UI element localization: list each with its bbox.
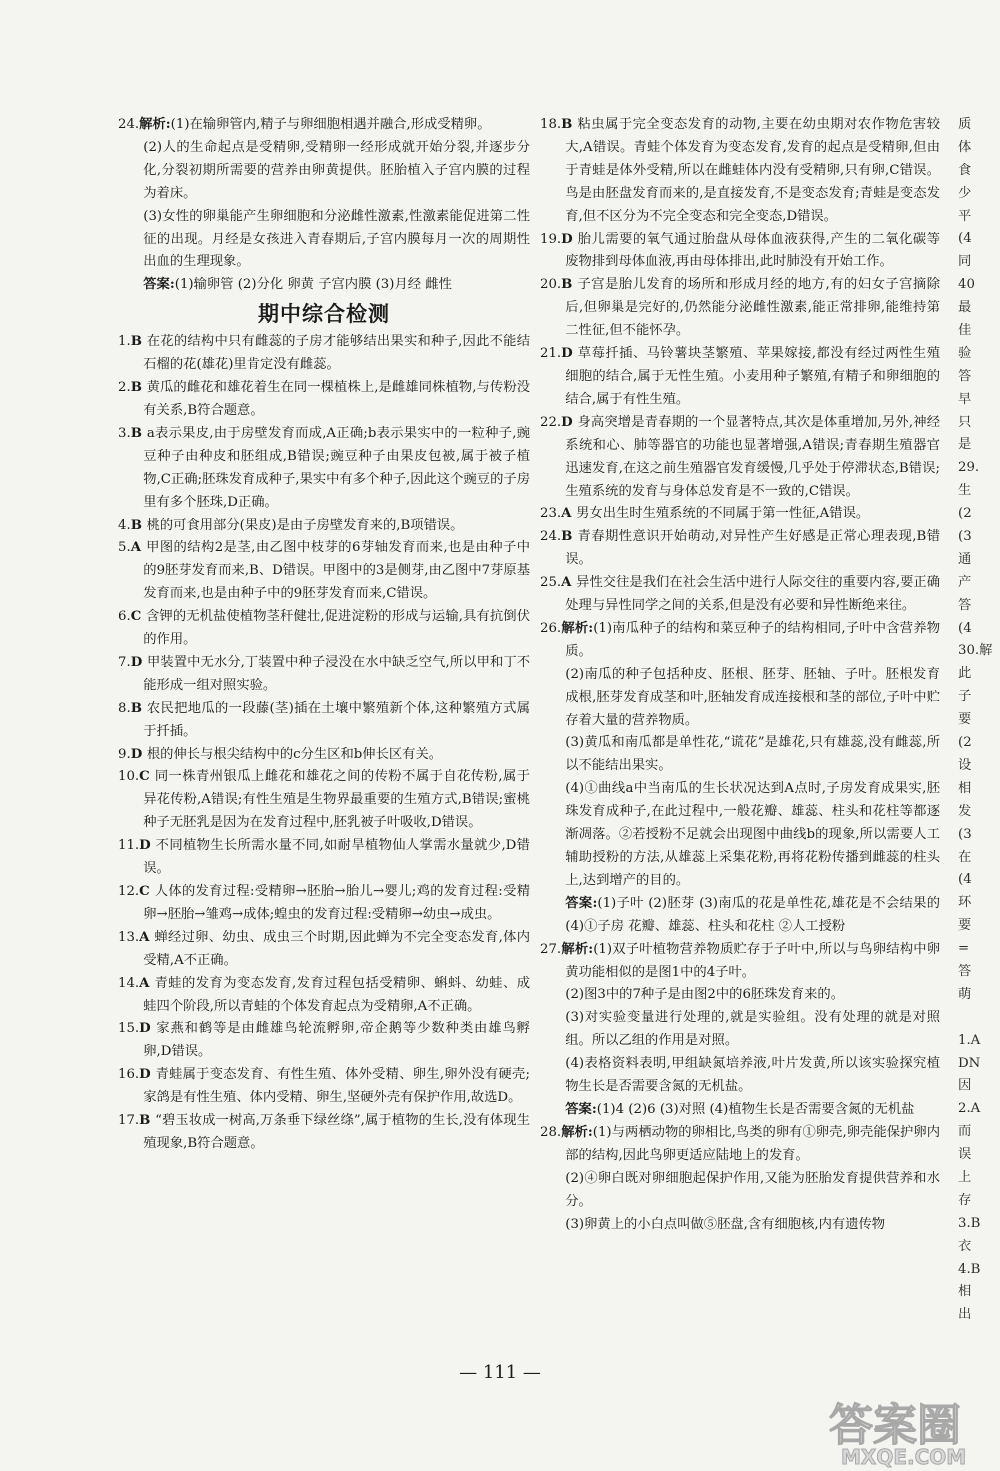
choice-explanation: “碧玉妆成一树高,万条垂下绿丝绦”,属于植物的生长,没有体现生殖现象,B符合题意。 bbox=[143, 1113, 530, 1151]
question-number: 8. bbox=[118, 700, 131, 716]
cropped-text-fragment: 2.A bbox=[958, 1101, 981, 1117]
cropped-text-fragment: 只 bbox=[958, 414, 972, 430]
mc-item bbox=[118, 744, 530, 767]
multiple-choice-continued bbox=[540, 114, 940, 618]
answer-text: (1)4 (2)6 (3)对照 (4)植物生长是否需要含氮的无机盐 bbox=[596, 1101, 915, 1117]
section-title: 期中综合检测 bbox=[258, 302, 390, 327]
cropped-text-fragment: 少 bbox=[958, 185, 972, 201]
question-number: 20. bbox=[540, 277, 562, 293]
big-question-analysis-subpart: (3)黄瓜和南瓜都是单性花,“谎花”是雄花,只有雄蕊,没有雌蕊,所以不能结出果实。 bbox=[565, 735, 940, 774]
question-number: 10. bbox=[118, 769, 140, 785]
cropped-text-fragment: 因 bbox=[958, 1078, 972, 1094]
big-question-answer-line bbox=[540, 1099, 940, 1122]
analysis-answer-list bbox=[540, 618, 940, 1236]
mc-item bbox=[118, 652, 530, 698]
cropped-text-fragment: 最 bbox=[958, 300, 972, 316]
mc-item bbox=[118, 606, 530, 652]
q24-analysis-subpart: (2)人的生命起点是受精卵,受精卵一经形成就开始分裂,并逐步分化,分裂初期所需要的营养由卵黄提供。胚胎植入子宫内膜的过程为着床。 bbox=[143, 139, 530, 201]
cropped-text-fragment: 子 bbox=[958, 689, 972, 705]
cropped-text-fragment: (3 bbox=[958, 529, 972, 545]
cropped-text-fragment: 在 bbox=[958, 849, 972, 865]
mc-item bbox=[540, 343, 940, 412]
big-question-analysis-subpart: (4)①曲线a中当南瓜的生长状况达到A点时,子房发育成果实,胚珠发育成种子,在此过程中,一般花瓣、雄蕊、柱头和花柱等都逐渐凋落。②若授粉不足就会出现图中曲线b的现象,所以需要人工辅助授粉的方法,从雄蕊上采集花粉,再将花粉传播到雌蕊的柱头上,达到增产的目的。 bbox=[565, 781, 940, 888]
choice-answer: B bbox=[130, 517, 147, 533]
choice-answer: C bbox=[130, 609, 147, 625]
cropped-text-fragment: 同 bbox=[958, 254, 972, 270]
choice-answer: B bbox=[561, 277, 578, 293]
big-question-analysis-subpart: (3)对实验变量进行处理的,就是实验组。没有处理的就是对照组。所以乙组的作用是对照。 bbox=[565, 1010, 940, 1049]
cropped-text-fragment: 通 bbox=[958, 551, 972, 567]
choice-answer: D bbox=[130, 746, 147, 762]
mc-item bbox=[118, 881, 530, 927]
choice-explanation: 不同植物生长所需水量不同,如耐旱植物仙人掌需水量就少,D错误。 bbox=[143, 838, 530, 877]
q24-answer-line bbox=[118, 274, 530, 297]
cropped-text-fragment: 答 bbox=[958, 368, 972, 384]
choice-explanation: 青蛙属于变态发育、有性生殖、体外受精、卵生,卵外没有硬壳;家鸽是有性生殖、体内受精、卵生,坚硬外壳有保护作用,故选D。 bbox=[143, 1067, 530, 1106]
choice-explanation: 家燕和鹤等是由雌雄鸟轮流孵卵,帝企鹅等少数种类由雄鸟孵卵,D错误。 bbox=[143, 1021, 530, 1060]
choice-answer: D bbox=[139, 1021, 157, 1037]
watermark-main-text: 答案圈 bbox=[829, 1400, 961, 1451]
analysis-text: (1)与两栖动物的卵相比,鸟类的卵有①卵壳,卵壳能保护卵内部的结构,因此鸟卵更适应陆地上的发育。 bbox=[565, 1124, 940, 1163]
q24-analysis-item bbox=[118, 114, 530, 137]
choice-explanation: 男女出生时生殖系统的不同属于第一性征,A错误。 bbox=[576, 506, 870, 522]
cropped-text-fragment: 1.A bbox=[958, 1032, 981, 1048]
choice-answer: D bbox=[561, 231, 578, 247]
choice-explanation: 草莓扦插、马铃薯块茎繁殖、苹果嫁接,都没有经过两性生殖细胞的结合,属于无性生殖。小麦用种子繁殖,有精子和卵细胞的结合,属于有性生殖。 bbox=[565, 346, 940, 407]
choice-answer: B bbox=[130, 380, 147, 396]
question-number: 19. bbox=[540, 231, 562, 247]
mc-item bbox=[118, 1018, 530, 1064]
mc-item bbox=[540, 229, 940, 275]
cropped-text-fragment: 答 bbox=[958, 963, 972, 979]
cropped-text-fragment: 生 bbox=[958, 483, 972, 499]
analysis-text: (1)在输卵管内,精子与卵细胞相遇并融合,形成受精卵。 bbox=[170, 117, 491, 132]
question-number: 26. bbox=[540, 620, 562, 636]
question-number: 22. bbox=[540, 414, 562, 430]
question-number: 9. bbox=[118, 746, 131, 762]
choice-answer: B bbox=[130, 334, 147, 350]
choice-answer: D bbox=[139, 1067, 156, 1083]
analysis-label: 解析: bbox=[139, 117, 171, 132]
question-number: 28. bbox=[540, 1124, 562, 1140]
cropped-text-fragment: 发 bbox=[958, 803, 972, 819]
mc-item bbox=[118, 1064, 530, 1110]
cropped-text-fragment: 食 bbox=[958, 162, 972, 178]
analysis-text: (1)双子叶植物营养物质贮存于子叶中,所以与鸟卵结构中卵黄功能相似的是图1中的4子叶。 bbox=[565, 941, 940, 980]
cropped-text-fragment: 出 bbox=[958, 1307, 972, 1323]
big-question-analysis-subpart: (3)卵黄上的小白点叫做⑤胚盘,含有细胞核,内有遗传物 bbox=[565, 1216, 886, 1232]
mc-item bbox=[540, 503, 940, 526]
question-number: 4. bbox=[118, 517, 131, 533]
choice-answer: B bbox=[561, 117, 578, 132]
choice-answer: A bbox=[139, 975, 155, 991]
left-column bbox=[118, 114, 530, 1156]
question-number: 2. bbox=[118, 380, 131, 396]
q24-answer-block bbox=[118, 114, 530, 297]
mc-item bbox=[118, 973, 530, 1019]
choice-explanation: 粘虫属于完全变态发育的动物,主要在幼虫期对农作物危害较大,A错误。青蛙个体发育为变态发育,发育的起点是受精卵,但由于青蛙是体外受精,所以在雌蛙体内没有受精卵,只有卵,C错误。鸟是由胚盘发育而来的,是直接发育,不是变态发育;青蛙是变态发育,但不区分为不完全变态和完全变态,D错误。 bbox=[565, 117, 940, 224]
choice-answer: B bbox=[130, 700, 147, 716]
cropped-text-fragment: (4 bbox=[958, 231, 972, 247]
big-question-analysis-subpart: (4)表格资料表明,甲组缺氮培养液,叶片发黄,所以该实验探究植物生长是否需要含氮的无机盐。 bbox=[565, 1056, 940, 1095]
question-number: 18. bbox=[540, 117, 562, 132]
choice-answer: A bbox=[561, 575, 577, 591]
cropped-text-fragment: 30.解 bbox=[958, 643, 993, 659]
choice-answer: B bbox=[139, 1113, 156, 1129]
question-number: 23. bbox=[540, 506, 562, 522]
mc-item bbox=[540, 114, 940, 229]
big-question-analysis-item bbox=[540, 1122, 940, 1168]
cropped-text-fragment bbox=[958, 1007, 1000, 1030]
choice-answer: D bbox=[561, 414, 578, 430]
question-number: 5. bbox=[118, 540, 131, 556]
midterm-multiple-choice-list bbox=[118, 331, 530, 1156]
answer-label: 答案: bbox=[143, 277, 175, 293]
analysis-text: (1)南瓜种子的结构和菜豆种子的结构相同,子叶中含营养物质。 bbox=[565, 620, 940, 659]
choice-explanation: 人体的发育过程:受精卵→胚胎→胎儿→婴儿;鸡的发育过程:受精卵→胚胎→雏鸡→成体;蝗虫的发育过程:受精卵→幼虫→成虫。 bbox=[143, 884, 530, 922]
big-question-analysis-item bbox=[540, 618, 940, 664]
cropped-text-fragment: 相 bbox=[958, 780, 972, 796]
choice-explanation: 子宫是胎儿发育的场所和形成月经的地方,有的妇女子宫摘除后,但卵巢是完好的,仍然能分泌雌性激素,能正常排卵,能维持第二性征,但不能怀孕。 bbox=[565, 277, 940, 339]
cropped-text-fragment: 体 bbox=[958, 139, 972, 155]
question-number: 7. bbox=[118, 654, 131, 670]
choice-answer: B bbox=[561, 529, 578, 545]
cropped-text-fragment: (4 bbox=[958, 872, 972, 888]
answer-text: (1)输卵管 (2)分化 卵黄 子宫内膜 (3)月经 雌性 bbox=[174, 277, 452, 293]
answer-label: 答案: bbox=[565, 1101, 597, 1117]
choice-answer: B bbox=[130, 425, 147, 441]
choice-explanation: 青春期性意识开始萌动,对异性产生好感是正常心理表现,B错误。 bbox=[565, 529, 940, 568]
choice-answer: C bbox=[139, 884, 155, 899]
choice-explanation: 桃的可食用部分(果皮)是由子房壁发育来的,B项错误。 bbox=[146, 517, 464, 533]
choice-explanation: 黄瓜的雌花和雄花着生在同一棵植株上,是雌雄同株植物,与传粉没有关系,B符合题意。 bbox=[143, 380, 531, 418]
choice-explanation: 胎儿需要的氧气通过胎盘从母体血液获得,产生的二氧化碳等废物排到母体血液,再由母体排出,此时肺没有开始工作。 bbox=[565, 231, 940, 270]
right-column-cropped bbox=[958, 114, 1000, 1327]
choice-explanation: 农民把地瓜的一段藤(茎)插在土壤中繁殖新个体,这种繁殖方式属于扦插。 bbox=[143, 700, 530, 739]
mc-item bbox=[118, 423, 530, 515]
cropped-text-fragment: 验 bbox=[958, 345, 972, 361]
choice-answer: D bbox=[130, 654, 147, 670]
cropped-text-fragment: (2 bbox=[958, 506, 972, 522]
watermark-url-text: MXQE.COM bbox=[841, 1445, 967, 1468]
big-question-analysis-item bbox=[540, 939, 940, 985]
question-number: 16. bbox=[118, 1067, 140, 1083]
cropped-text-fragment: 要 bbox=[958, 918, 972, 934]
cropped-text-fragment: 是 bbox=[958, 437, 972, 453]
cropped-text-fragment: = bbox=[958, 941, 970, 957]
choice-answer: A bbox=[561, 506, 577, 522]
cropped-text-fragment: 设 bbox=[958, 757, 972, 773]
choice-explanation: 在花的结构中只有雌蕊的子房才能够结出果实和种子,因此不能结石榴的花(雄花)里肯定没有雌蕊。 bbox=[143, 334, 530, 373]
choice-answer: A bbox=[130, 540, 147, 556]
cropped-text-fragment: 40 bbox=[958, 277, 975, 293]
mc-item bbox=[118, 698, 530, 744]
question-number: 24. bbox=[118, 117, 140, 132]
question-number: 11. bbox=[118, 838, 140, 854]
mc-item bbox=[540, 572, 940, 618]
choice-answer: D bbox=[139, 838, 156, 854]
big-question-analysis-subpart: (2)④卵白既对卵细胞起保护作用,又能为胚胎发育提供营养和水分。 bbox=[565, 1170, 940, 1209]
q24-analysis-subpart: (3)女性的卵巢能产生卵细胞和分泌雌性激素,性激素能促进第二性征的出现。月经是女孩进入青春期后,子宫内膜每月一次的周期性出血的生理现象。 bbox=[143, 208, 530, 270]
cropped-text-fragment: 此 bbox=[958, 666, 972, 682]
cropped-text-fragment: (3 bbox=[958, 826, 972, 842]
choice-answer: C bbox=[139, 769, 155, 785]
mc-item bbox=[118, 1110, 530, 1156]
big-question-answer-line bbox=[540, 893, 940, 939]
cropped-text-fragment: 产 bbox=[958, 574, 972, 590]
choice-explanation: 异性交往是我们在社会生活中进行人际交往的重要内容,要正确处理与异性同学之间的关系,但是没有必要和异性断绝来往。 bbox=[565, 575, 940, 614]
cropped-text-fragment: 上 bbox=[958, 1169, 972, 1185]
page-number: — 111 — bbox=[459, 1362, 541, 1383]
choice-explanation: 根的伸长与根尖结构中的c分生区和b伸长区有关。 bbox=[146, 746, 443, 762]
cropped-text-fragment: 4.B bbox=[958, 1261, 981, 1277]
mc-item bbox=[540, 412, 940, 504]
cropped-text-fragment: 相 bbox=[958, 1284, 972, 1300]
answer-text: (1)子叶 (2)胚芽 (3)南瓜的花是单性花,雄花是不会结果的 (4)①子房 花瓣、雄蕊、柱头和花柱 ②人工授粉 bbox=[565, 895, 940, 934]
mc-item bbox=[118, 835, 530, 881]
cropped-text-fragment: 早 bbox=[958, 391, 972, 407]
big-question-analysis-subpart: (2)图3中的7种子是由图2中的6胚珠发育来的。 bbox=[565, 987, 844, 1003]
question-number: 17. bbox=[118, 1113, 140, 1129]
choice-answer: A bbox=[139, 929, 155, 945]
choice-explanation: a表示果皮,由于房壁发育而成,A正确;b表示果实中的一粒种子,豌豆种子由种皮和胚组成,B错误;豌豆种子由果皮包被,属于被子植物,C正确;胚珠发育成种子,果实中有多个种子,因此这个豌豆的子房里有多个胚珠,D正确。 bbox=[143, 425, 531, 510]
cropped-text-fragment: 衣 bbox=[958, 1238, 972, 1254]
choice-explanation: 甲装置中无水分,丁装置中种子浸没在水中缺乏空气,所以甲和丁不能形成一组对照实验。 bbox=[143, 654, 530, 693]
cropped-text-fragment: 3.B bbox=[958, 1215, 981, 1231]
cropped-text-fragment: 29. bbox=[958, 460, 980, 476]
cropped-text-fragment: 萌 bbox=[958, 986, 972, 1002]
question-number: 13. bbox=[118, 929, 140, 945]
cropped-text-fragment: 要 bbox=[958, 712, 972, 728]
question-number: 25. bbox=[540, 575, 562, 591]
cropped-text-fragment: 答 bbox=[958, 597, 972, 613]
question-number: 12. bbox=[118, 884, 140, 899]
question-number: 21. bbox=[540, 346, 562, 362]
mc-item bbox=[118, 515, 530, 538]
question-number: 6. bbox=[118, 609, 131, 625]
middle-column bbox=[540, 114, 940, 1236]
big-question-analysis-subpart: (2)南瓜的种子包括种皮、胚根、胚芽、胚轴、子叶。胚根发育成根,胚芽发育成茎和叶,胚轴发育成连接根和茎的部位,子叶中贮存着大量的营养物质。 bbox=[565, 666, 940, 728]
cropped-text-fragment: (4 bbox=[958, 620, 972, 636]
cropped-text-fragment: 误 bbox=[958, 1147, 972, 1163]
question-number: 24. bbox=[540, 529, 562, 545]
cropped-text-fragment: (2 bbox=[958, 735, 972, 751]
mc-item bbox=[118, 927, 530, 973]
cropped-text-fragment: 平 bbox=[958, 208, 972, 224]
mc-item bbox=[118, 377, 530, 423]
cropped-text-fragment: 质 bbox=[958, 117, 972, 132]
analysis-label: 解析: bbox=[561, 620, 594, 636]
choice-explanation: 身高突增是青春期的一个显著特点,其次是体重增加,另外,神经系统和心、肺等器官的功能也显著增强,A错误;青春期生殖器官迅速发育,在这之前生殖器官发育缓慢,几乎处于停滞状态,B错误;生殖系统的发育与身体总发育是不一致的,C错误。 bbox=[565, 414, 940, 499]
cropped-text-fragment: 环 bbox=[958, 895, 972, 911]
choice-answer: D bbox=[561, 346, 578, 362]
choice-explanation: 甲图的结构2是茎,由乙图中枝芽的6芽轴发育而来,也是由种子中的9胚芽发育而来,B、D错误。甲图中的3是侧芽,由乙图中7芽原基发育而来,也是由种子中的9胚芽发育而来,C错误。 bbox=[143, 540, 530, 602]
cropped-text-fragment: 存 bbox=[958, 1192, 972, 1208]
watermark-logo bbox=[825, 1390, 1000, 1468]
analysis-label: 解析: bbox=[561, 1124, 593, 1140]
question-number: 3. bbox=[118, 425, 131, 441]
choice-explanation: 蝉经过卵、幼虫、成虫三个时期,因此蝉为不完全变态发育,体内受精,A不正确。 bbox=[143, 929, 531, 968]
question-number: 1. bbox=[118, 334, 131, 350]
question-number: 14. bbox=[118, 975, 140, 991]
choice-explanation: 青蛙的发育为变态发育,发育过程包括受精卵、蝌蚪、幼蛙、成蛙四个阶段,所以青蛙的个体发育起点为受精卵,A不正确。 bbox=[143, 975, 530, 1014]
cropped-text-fragment: 佳 bbox=[958, 323, 972, 339]
mc-item bbox=[540, 274, 940, 343]
choice-explanation: 含钾的无机盐使植物茎秆健壮,促进淀粉的形成与运输,具有抗倒伏的作用。 bbox=[143, 609, 530, 648]
answer-label: 答案: bbox=[565, 895, 598, 911]
mc-item bbox=[540, 526, 940, 572]
cropped-text-fragment: 而 bbox=[958, 1124, 972, 1140]
analysis-label: 解析: bbox=[561, 941, 594, 957]
question-number: 27. bbox=[540, 941, 562, 957]
mc-item bbox=[118, 537, 530, 606]
mc-item bbox=[118, 331, 530, 377]
question-number: 15. bbox=[118, 1021, 140, 1037]
mc-item bbox=[118, 766, 530, 835]
cropped-text-fragment: DN bbox=[958, 1055, 981, 1071]
choice-explanation: 同一株青州银瓜上雌花和雄花之间的传粉不属于自花传粉,属于异花传粉,A错误;有性生殖是生物界最重要的生殖方式,B错误;蜜桃种子无胚乳是因为在发育过程中,胚乳被子叶吸收,D错误。 bbox=[143, 769, 530, 831]
